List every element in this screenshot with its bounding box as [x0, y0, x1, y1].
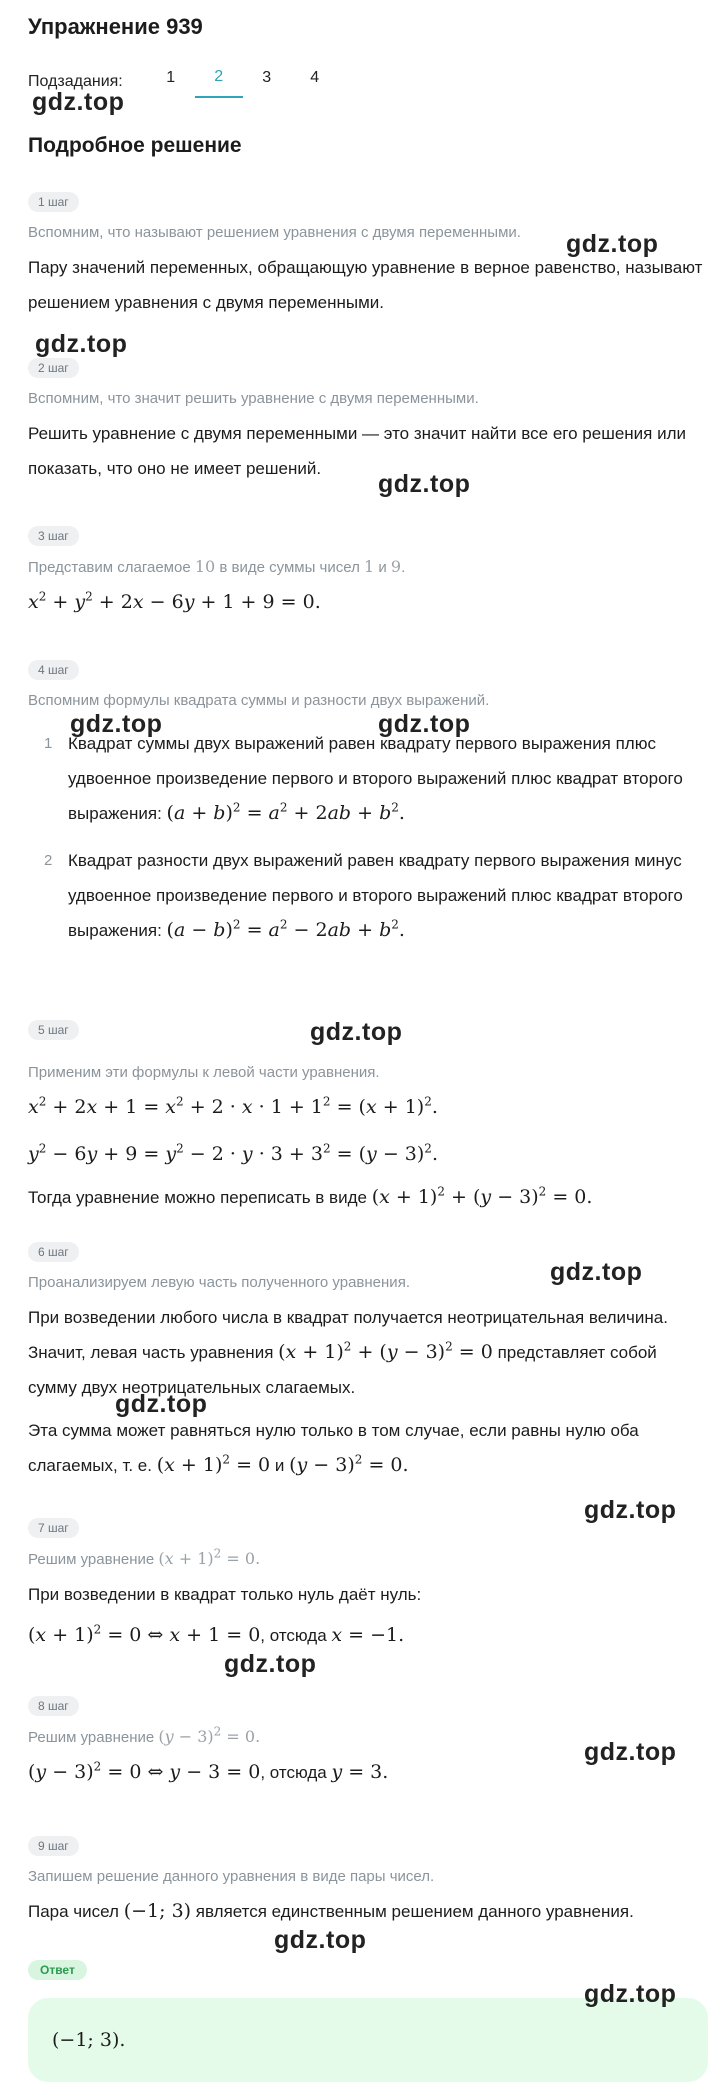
answer-value: (−1; 3).	[52, 2029, 126, 2051]
step-text: При возведении любого числа в квадрат получается неотрицательная величина. Значит, левая часть уравнения $(x + 1)^2 + (y - 3)^2 = 0$ представляет собой сумму двух неотрицательных слагаемых.	[28, 1308, 668, 1397]
answer-box	[28, 1998, 708, 2082]
step-badge: 1 шаг	[28, 192, 79, 212]
equation: $(y - 3)^2 = 0$ ⇔ y − 3 = 0, отсюда y = 3.	[28, 1759, 389, 1783]
step-hint: Проанализируем левую часть полученного уравнения.	[28, 1274, 410, 1291]
watermark-logo: gdz.top	[224, 1650, 317, 1678]
watermark-logo: gdz.top	[35, 330, 128, 358]
watermark-logo: gdz.top	[566, 230, 659, 258]
step-hint: Запишем решение данного уравнения в виде пары чисел.	[28, 1868, 435, 1885]
step-badge: 3 шаг	[28, 526, 79, 546]
answer-section	[28, 1960, 708, 2082]
step-text: Пара чисел (−1; 3) является единственным решением данного уравнения.	[28, 1900, 634, 1922]
step-badge: 5 шаг	[28, 1020, 79, 1040]
step-badge: 4 шаг	[28, 660, 79, 680]
step-text: Пару значений переменных, обращающую уравнение в верное равенство, называют решением уравнения с двумя переменными.	[28, 258, 703, 312]
step-text: Эта сумма может равняться нулю только в том случае, если равны нулю оба слагаемых, т. е. $(x + 1)^2 = 0$ и $(y - 3)^2 = 0$.	[28, 1421, 639, 1476]
step-4	[28, 660, 708, 948]
answer-badge: Ответ	[28, 1960, 87, 1980]
step-hint: Применим эти формулы к левой части уравнения.	[28, 1064, 380, 1081]
step-3	[28, 526, 708, 620]
equation: $x^2 + y^2 + 2x - 6y + 1 + 9 = 0$.	[28, 589, 321, 613]
tab-subtask-2[interactable]: 2	[195, 66, 243, 98]
step-hint: Решим уравнение $(x + 1)^2 = 0$.	[28, 1546, 261, 1568]
section-title: Подробное решение	[28, 134, 242, 157]
step-badge: 7 шаг	[28, 1518, 79, 1538]
step-badge: 6 шаг	[28, 1242, 79, 1262]
step-2	[28, 358, 708, 486]
watermark-logo: gdz.top	[70, 710, 163, 738]
watermark-logo: gdz.top	[274, 1926, 367, 1954]
watermark-logo: gdz.top	[584, 1980, 677, 2008]
step-hint: Вспомним, что называют решением уравнения с двумя переменными.	[28, 224, 521, 241]
tab-subtask-1[interactable]: 1	[166, 69, 176, 86]
step-badge: 8 шаг	[28, 1696, 79, 1716]
tab-subtask-3[interactable]: 3	[262, 69, 272, 86]
step-7	[28, 1518, 708, 1653]
list-item: 2 Квадрат разности двух выражений равен квадрату первого выражения минус удвоенное произведение первого и второго выражений плюс квадрат второго выражения: $(a - b)^2 = a^2 - 2ab + b^2$.	[28, 843, 708, 948]
step-9	[28, 1836, 708, 1929]
watermark-logo: gdz.top	[32, 88, 125, 116]
step-text: При возведении в квадрат только нуль даёт нуль:	[28, 1585, 422, 1604]
watermark-logo: gdz.top	[378, 710, 471, 738]
watermark-logo: gdz.top	[550, 1258, 643, 1286]
tab-subtask-4[interactable]: 4	[310, 69, 320, 86]
watermark-logo: gdz.top	[584, 1738, 677, 1766]
subtasks-label: Подзадания:	[28, 73, 123, 90]
step-hint: Вспомним формулы квадрата суммы и разности двух выражений.	[28, 692, 490, 709]
step-badge: 2 шаг	[28, 358, 79, 378]
equation: $(x + 1)^2 = 0$ ⇔ x + 1 = 0, отсюда x = −1.	[28, 1622, 405, 1646]
equation: $x^2 + 2x + 1 = x^2 + 2 \cdot x \cdot 1 + 1^2 = (x + 1)^2$.	[28, 1094, 438, 1118]
step-hint: Решим уравнение $(y - 3)^2 = 0$.	[28, 1724, 261, 1746]
watermark-logo: gdz.top	[378, 470, 471, 498]
step-hint: Вспомним, что значит решить уравнение с двумя переменными.	[28, 390, 479, 407]
page-title: Упражнение 939	[28, 14, 203, 39]
step-5	[28, 1020, 708, 1215]
watermark-logo: gdz.top	[115, 1390, 208, 1418]
step-text: Тогда уравнение можно переписать в виде $(x + 1)^2 + (y - 3)^2 = 0$.	[28, 1184, 593, 1208]
step-hint: Представим слагаемое 10 в виде суммы чисел 1 и 9.	[28, 557, 406, 576]
watermark-logo: gdz.top	[584, 1496, 677, 1524]
equation: $y^2 - 6y + 9 = y^2 - 2 \cdot y \cdot 3 + 3^2 = (y - 3)^2$.	[28, 1141, 438, 1165]
list-item: 1 Квадрат суммы двух выражений равен квадрату первого выражения плюс удвоенное произведение первого и второго выражений плюс квадрат второго выражения: $(a + b)^2 = a^2 + 2ab + b^2$.	[28, 726, 708, 831]
step-badge: 9 шаг	[28, 1836, 79, 1856]
watermark-logo: gdz.top	[310, 1018, 403, 1046]
list-item-number: 2	[44, 852, 53, 869]
step-text: Решить уравнение с двумя переменными — это значит найти все его решения или показать, что оно не имеет решений.	[28, 424, 687, 478]
list-item-number: 1	[44, 735, 53, 752]
